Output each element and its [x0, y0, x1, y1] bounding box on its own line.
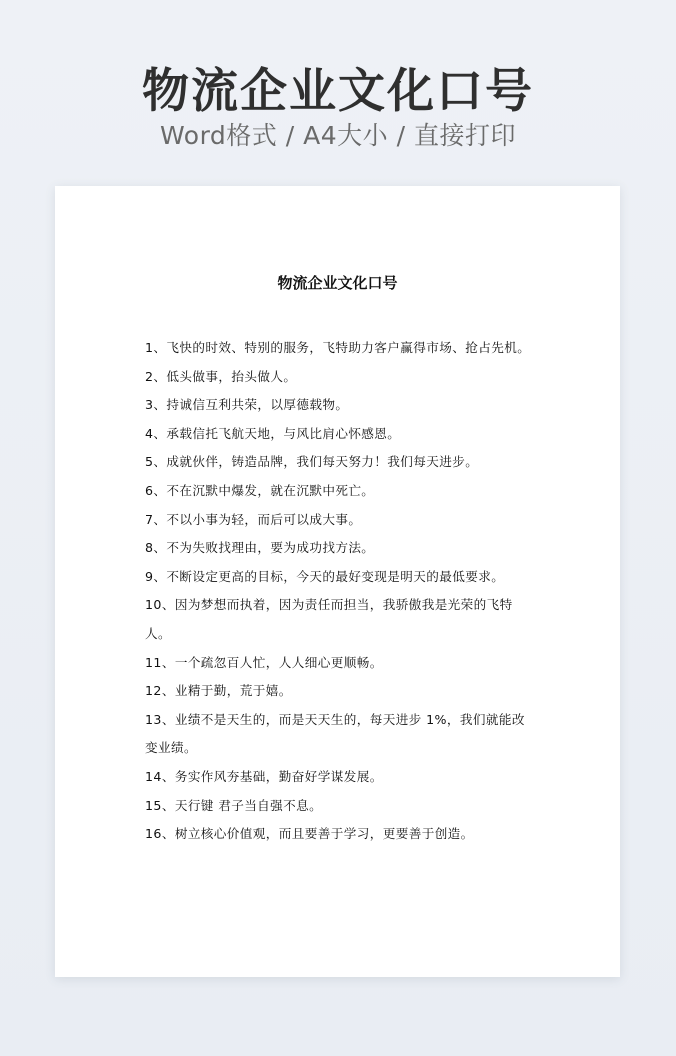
slogan-item: 8、不为失败找理由，要为成功找方法。 [145, 540, 375, 556]
document-title: 物流企业文化口号 [277, 274, 398, 292]
slogan-item: 4、承载信托飞航天地，与风比肩心怀感恩。 [145, 425, 401, 441]
slogan-list [145, 334, 537, 849]
slogan-item: 2、低头做事，抬头做人。 [145, 368, 297, 384]
slogan-item: 1、飞快的时效、特别的服务，飞特助力客户赢得市场、抢占先机。 [145, 340, 531, 355]
banner-title: 物流企业文化口号 [142, 64, 534, 119]
document-page [55, 186, 620, 977]
slogan-item: 7、不以小事为轻，而后可以成大事。 [145, 511, 362, 527]
slogan-item: 5、成就伙伴，铸造品牌，我们每天努力！我们每天进步。 [145, 454, 479, 470]
slogan-item: 3、持诚信互利共荣，以厚德载物。 [145, 397, 349, 413]
slogan-item: 6、不在沉默中爆发，就在沉默中死亡。 [145, 482, 375, 498]
slogan-item: 10、因为梦想而执着，因为责任而担当，我骄傲我是光荣的飞特人。 [145, 597, 513, 641]
slogan-item: 12、业精于勤，荒于嬉。 [145, 683, 292, 699]
slogan-item: 14、务实作风夯基础，勤奋好学谋发展。 [145, 768, 383, 784]
slogan-item: 11、一个疏忽百人忙，人人细心更顺畅。 [145, 654, 383, 670]
slogan-item: 13、业绩不是天生的，而是天天生的，每天进步 1%，我们就能改变业绩。 [145, 711, 525, 756]
slogan-item: 16、树立核心价值观，而且要善于学习，更要善于创造。 [145, 826, 474, 842]
slogan-item: 15、天行键 君子当自强不息。 [145, 797, 323, 813]
banner-subtitle: Word格式 / A4大小 / 直接打印 [160, 121, 516, 150]
slogan-item: 9、不断设定更高的目标，今天的最好变现是明天的最低要求。 [145, 568, 505, 584]
